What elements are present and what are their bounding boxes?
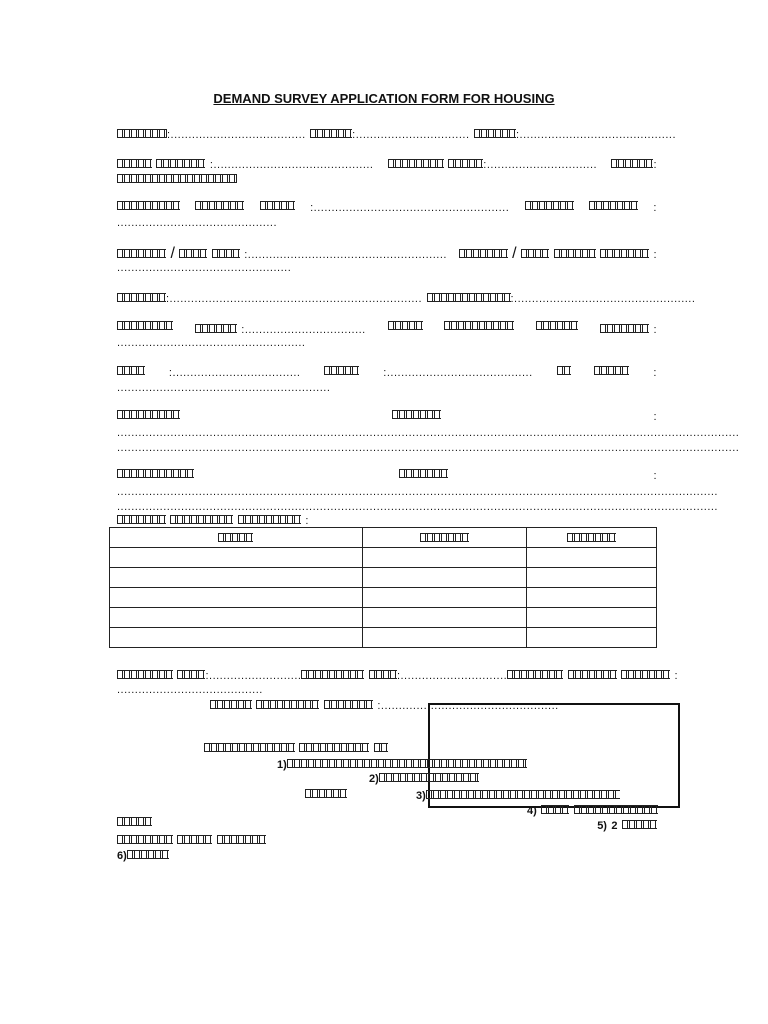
- family-members-table: [109, 527, 657, 648]
- fill-addr1-a: ...............................................................................................................................................................................: [117, 427, 740, 439]
- label-permanent-address: [117, 469, 194, 478]
- label-bank-2: [195, 201, 244, 210]
- label-occupation-b: [179, 249, 207, 258]
- label-father-sign-b: [177, 670, 205, 679]
- table-header-cell: [526, 528, 656, 548]
- doc-num-4: 4): [527, 805, 537, 817]
- row-applicant-sign2: :..................................................: [210, 697, 559, 713]
- label-aadhaar: [388, 159, 444, 168]
- label-family-table-b: [170, 515, 233, 524]
- table-cell: [110, 568, 363, 588]
- label-annual-income: [459, 249, 508, 258]
- label-ward: [117, 321, 173, 330]
- doc-text-5d: [217, 835, 266, 844]
- doc-item-5: [117, 817, 657, 833]
- table-row: [110, 568, 657, 588]
- label-family-b: [324, 366, 359, 375]
- label-mobile2: [525, 201, 574, 210]
- label-applicant-c: [621, 670, 670, 679]
- table-header-cell: [110, 528, 363, 548]
- label-house: [117, 293, 166, 302]
- label-mother-sign-b: [369, 670, 397, 679]
- table-header-row: [110, 528, 657, 548]
- doc-num-5: 5): [597, 820, 607, 832]
- label-dob: [474, 129, 516, 138]
- fill-family: ............................................................: [117, 382, 331, 394]
- row-present-address: :: [117, 410, 657, 426]
- label-perm-b: [399, 469, 448, 478]
- doc-text-4b: [574, 805, 658, 814]
- table-header-cell: [362, 528, 526, 548]
- table-cell: [110, 628, 363, 648]
- table-header-age: [567, 533, 616, 542]
- doc-count-5: 2: [611, 820, 618, 832]
- fill-income: .................................................: [117, 262, 292, 274]
- table-cell: [362, 548, 526, 568]
- label-occupation: [117, 249, 166, 258]
- row-house: :....................................................................... :...................................................: [117, 290, 695, 306]
- table-cell: [362, 568, 526, 588]
- label-category: [156, 159, 205, 168]
- row-bank: :....................................................... :: [117, 201, 657, 217]
- table-cell: [526, 568, 656, 588]
- row-ward: :.................................. :: [117, 321, 657, 337]
- enclosures-heading: [204, 740, 388, 756]
- label-occupation-c: [212, 249, 240, 258]
- label-family: [117, 366, 145, 375]
- table-cell: [362, 588, 526, 608]
- label-enclosures-c: [374, 743, 388, 752]
- label-present-address: [388, 321, 423, 330]
- table-cell: [526, 608, 656, 628]
- label-enclosures: [204, 743, 295, 752]
- label-family-c: [557, 366, 571, 375]
- fill-signatures: .........................................: [117, 684, 263, 696]
- fill-ward: .....................................................: [117, 337, 306, 349]
- fill-addr1-b: ...............................................................................................................................................................................: [117, 442, 740, 454]
- label-street: [427, 293, 511, 302]
- doc-text-3: [426, 790, 620, 799]
- label-mother-sign: [301, 670, 364, 679]
- row-signatures: :.......................... :.............................. :: [117, 667, 657, 683]
- label-annual-d: [600, 249, 649, 258]
- doc-num-2: 2): [369, 773, 379, 785]
- label-applicant-sign: [507, 670, 563, 679]
- doc-text-5c: [177, 835, 212, 844]
- table-cell: [110, 548, 363, 568]
- fill-addr2-a: .........................................................................................................................................................................: [117, 486, 718, 498]
- doc-text-5b: [117, 835, 173, 844]
- table-row: [110, 608, 657, 628]
- row-family: :.................................... :......................................... :: [117, 366, 657, 382]
- table-cell: [526, 548, 656, 568]
- family-table-label: :: [117, 512, 309, 528]
- doc-item-4: [527, 802, 658, 818]
- doc-item-2: [369, 770, 479, 786]
- table-cell: [526, 588, 656, 608]
- label-father-name: [310, 129, 352, 138]
- table-cell: [362, 608, 526, 628]
- doc-text-1: [287, 759, 527, 768]
- label-annual-b: [521, 249, 549, 258]
- label-mobile: [448, 159, 483, 168]
- table-header-name: [218, 533, 253, 542]
- label-applicant-sign2-c: [324, 700, 373, 709]
- table-row: [110, 588, 657, 608]
- doc-item-5b: [117, 832, 266, 848]
- doc-5-prefix: [117, 817, 152, 826]
- table-cell: [110, 608, 363, 628]
- table-header-relation: [420, 533, 469, 542]
- row-permanent-address: :: [117, 469, 657, 485]
- doc-num-3: 3): [416, 790, 426, 802]
- label-ward-b: [195, 324, 237, 333]
- fill-addr2-b: .........................................................................................................................................................................: [117, 501, 718, 513]
- label-applicant-sign2: [210, 700, 252, 709]
- label-enclosures-b: [299, 743, 369, 752]
- row-category-options: [117, 171, 237, 187]
- doc-num-6: 6): [117, 850, 127, 862]
- row-age-category: :............................................. :............................... :: [117, 156, 657, 172]
- label-family-d: [594, 366, 629, 375]
- label-present-c: [536, 321, 578, 330]
- label-father-sign: [117, 670, 173, 679]
- label-bank-3: [260, 201, 295, 210]
- table-cell: [362, 628, 526, 648]
- table-cell: [110, 588, 363, 608]
- table-cell: [526, 628, 656, 648]
- label-ration: [611, 159, 653, 168]
- label-addr1-b: [392, 410, 441, 419]
- row-occupation: / :........................................................ / :: [117, 246, 657, 262]
- category-options: [117, 174, 237, 183]
- doc-item-6: [117, 847, 169, 863]
- doc-text-4a: [541, 805, 569, 814]
- form-title: DEMAND SURVEY APPLICATION FORM FOR HOUSING: [213, 91, 555, 106]
- label-mobile2-b: [589, 201, 638, 210]
- label-addr1: [117, 410, 180, 419]
- doc-text-5: [622, 820, 657, 829]
- label-photo: [305, 789, 347, 799]
- doc-item-3: [416, 787, 620, 803]
- fill-bank: .............................................: [117, 217, 278, 229]
- label-bank: [117, 201, 180, 210]
- row-name: :...................................... :................................ :............................................: [117, 126, 676, 142]
- doc-num-1: 1): [277, 759, 287, 771]
- table-row: [110, 628, 657, 648]
- doc-text-2: [379, 773, 479, 782]
- label-family-table: [117, 515, 166, 524]
- label-applicant-b: [568, 670, 617, 679]
- label-annual-c: [554, 249, 596, 258]
- photo-label: [305, 787, 347, 803]
- label-present-b: [444, 321, 514, 330]
- label-family-table-c: [238, 515, 301, 524]
- table-row: [110, 548, 657, 568]
- label-applicant-sign2-b: [256, 700, 319, 709]
- label-name: [117, 129, 167, 138]
- label-age: [117, 159, 152, 168]
- label-present-d: [600, 324, 649, 333]
- doc-text-6: [127, 850, 169, 859]
